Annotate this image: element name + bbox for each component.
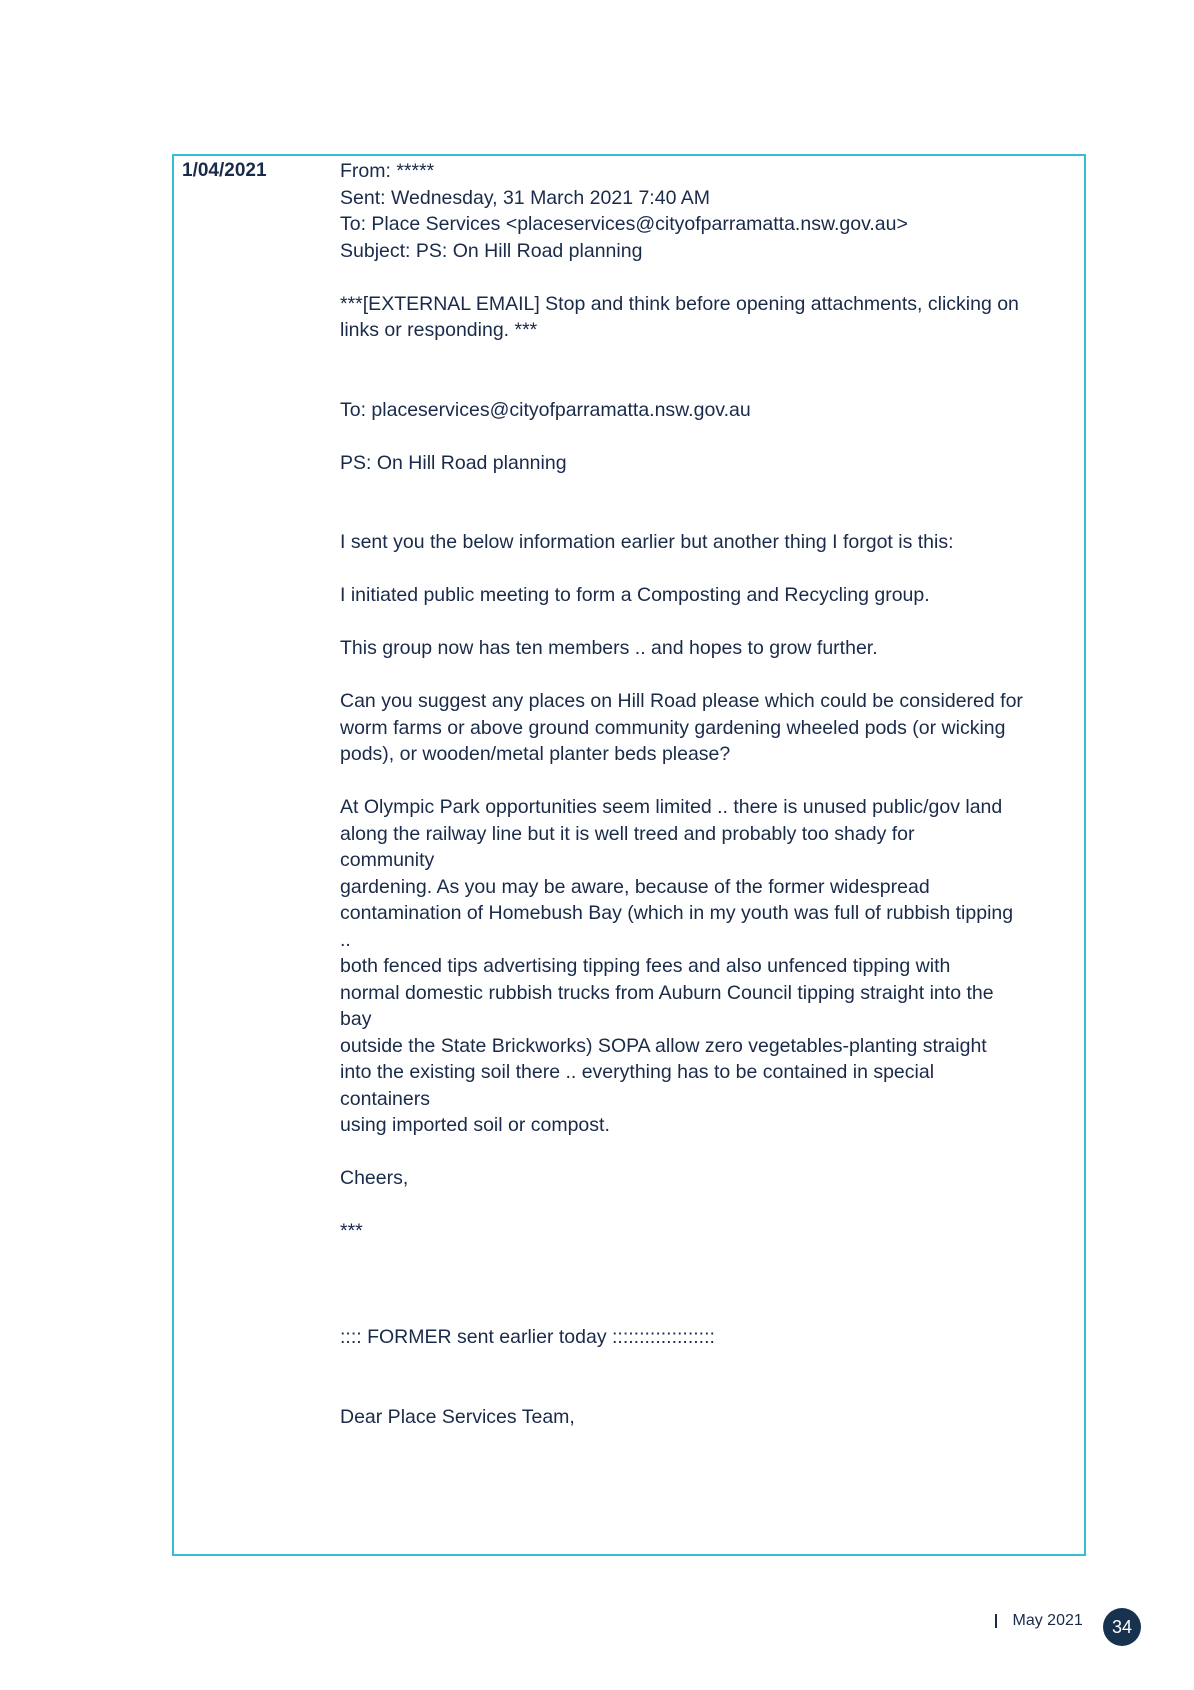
paragraph-5-line: into the existing soil there .. everything has to be contained in special (340, 1061, 935, 1083)
email-sent: Sent: Wednesday, 31 March 2021 7:40 AM (340, 186, 711, 209)
paragraph-3: This group now has ten members .. and hopes to grow further. (340, 637, 878, 659)
paragraph-4-line: worm farms or above ground community gardening wheeled pods (or wicking (340, 716, 1006, 739)
email-subject: Subject: PS: On Hill Road planning (340, 239, 643, 262)
paragraph-5-line: At Olympic Park opportunities seem limited .. there is unused public/gov land (340, 796, 1003, 818)
paragraph-5-line: normal domestic rubbish trucks from Auburn Council tipping straight into the (340, 981, 994, 1004)
paragraph-5-line: along the railway line but it is well treed and probably too shady for (340, 822, 915, 845)
former-separator: :::: FORMER sent earlier today ::::::::::::::::::: (340, 1326, 715, 1348)
paragraph-5-line: .. (340, 928, 351, 951)
external-warning-line: links or responding. *** (340, 319, 538, 341)
paragraph-5-line: both fenced tips advertising tipping fees and also unfenced tipping with (340, 955, 951, 977)
paragraph-4-line: Can you suggest any places on Hill Road please which could be considered for (340, 690, 1023, 712)
email-from: From: ***** (340, 160, 435, 182)
email-body (340, 158, 1075, 1430)
page-number-badge (1103, 1608, 1141, 1646)
greeting: Dear Place Services Team, (340, 1405, 575, 1428)
ps-line: PS: On Hill Road planning (340, 451, 567, 474)
paragraph-5-line: community (340, 849, 435, 871)
page-number: 34 (1111, 1616, 1133, 1637)
footer-divider (995, 1614, 997, 1628)
paragraph-1: I sent you the below information earlier but another thing I forgot is this: (340, 531, 954, 553)
paragraph-5-line: bay (340, 1008, 372, 1030)
entry-date: 1/04/2021 (182, 160, 267, 181)
page-footer (995, 1612, 1083, 1630)
email-to: To: Place Services <placeservices@cityofparramatta.nsw.gov.au> (340, 213, 908, 235)
paragraph-5-line: contamination of Homebush Bay (which in my youth was full of rubbish tipping (340, 902, 1014, 924)
paragraph-5-line: using imported soil or compost. (340, 1114, 610, 1136)
paragraph-5-line: gardening. As you may be aware, because of the former widespread (340, 875, 930, 898)
signature: *** (340, 1220, 363, 1242)
paragraph-5-line: containers (340, 1087, 430, 1110)
paragraph-2: I initiated public meeting to form a Composting and Recycling group. (340, 584, 930, 606)
to-line: To: placeservices@cityofparramatta.nsw.gov.au (340, 398, 751, 421)
signoff: Cheers, (340, 1167, 409, 1189)
footer-date: May 2021 (1012, 1612, 1083, 1629)
external-warning-line: ***[EXTERNAL EMAIL] Stop and think before opening attachments, clicking on (340, 292, 1019, 315)
paragraph-4-line: pods), or wooden/metal planter beds please? (340, 743, 731, 765)
paragraph-5-line: outside the State Brickworks) SOPA allow zero vegetables-planting straight (340, 1034, 987, 1057)
